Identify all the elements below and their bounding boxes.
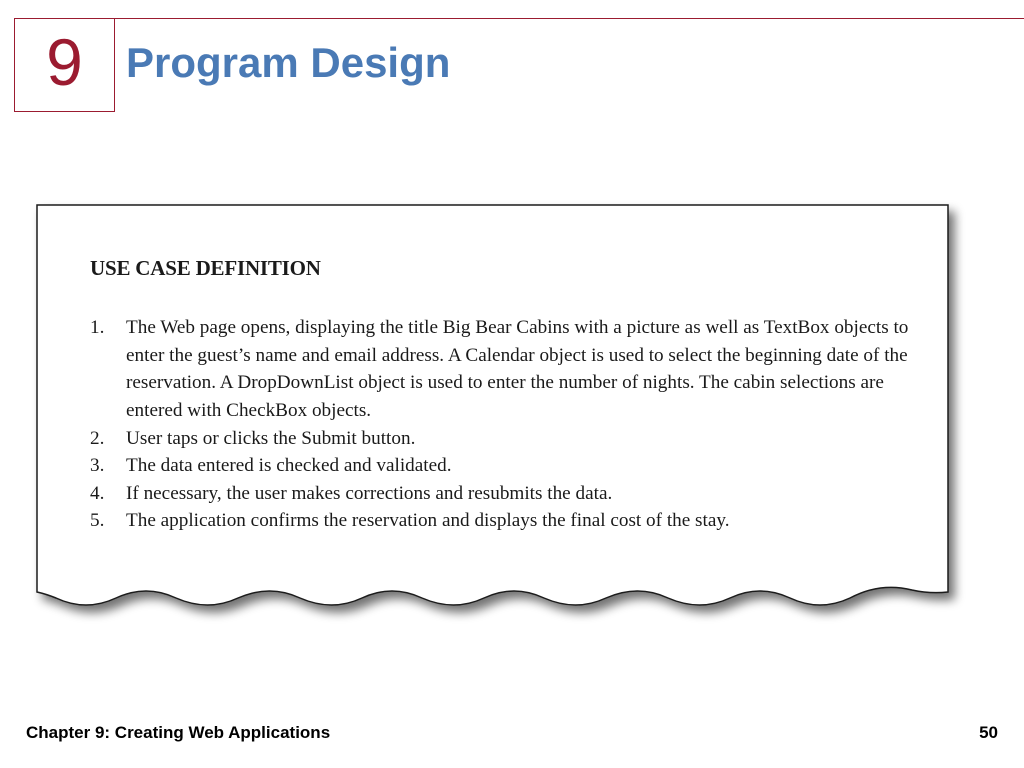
step-text: The Web page opens, displaying the title Big Bear Cabins with a picture as well as TextBox objects to enter the guest’s name and email address. A Calendar object is used to select the beginning date of the reservation. A DropDownList object is used to enter the number of nights. The cabin selections are entered with CheckBox objects. (126, 317, 909, 421)
use-case-step (90, 507, 920, 535)
step-number: 5. (90, 510, 105, 532)
step-text: The application confirms the reservation and displays the final cost of the stay. (126, 510, 730, 532)
chapter-number: 9 (46, 24, 83, 99)
use-case-step (90, 425, 920, 453)
step-number: 2. (90, 427, 105, 449)
use-case-steps (90, 314, 920, 535)
use-case-step (90, 314, 920, 424)
step-text: If necessary, the user makes corrections and resubmits the data. (126, 482, 613, 504)
step-text: The data entered is checked and validated. (126, 455, 452, 477)
footer-page-number: 50 (979, 723, 998, 742)
use-case-step (90, 452, 920, 480)
slide-title: Program Design (126, 39, 451, 86)
step-number: 1. (90, 317, 105, 339)
step-number: 4. (90, 482, 105, 504)
footer-chapter-label: Chapter 9: Creating Web Applications (26, 723, 331, 742)
step-number: 3. (90, 455, 105, 477)
use-case-step (90, 480, 920, 508)
use-case-content (90, 256, 920, 535)
step-text: User taps or clicks the Submit button. (126, 427, 416, 449)
use-case-heading: USE CASE DEFINITION (90, 256, 321, 280)
